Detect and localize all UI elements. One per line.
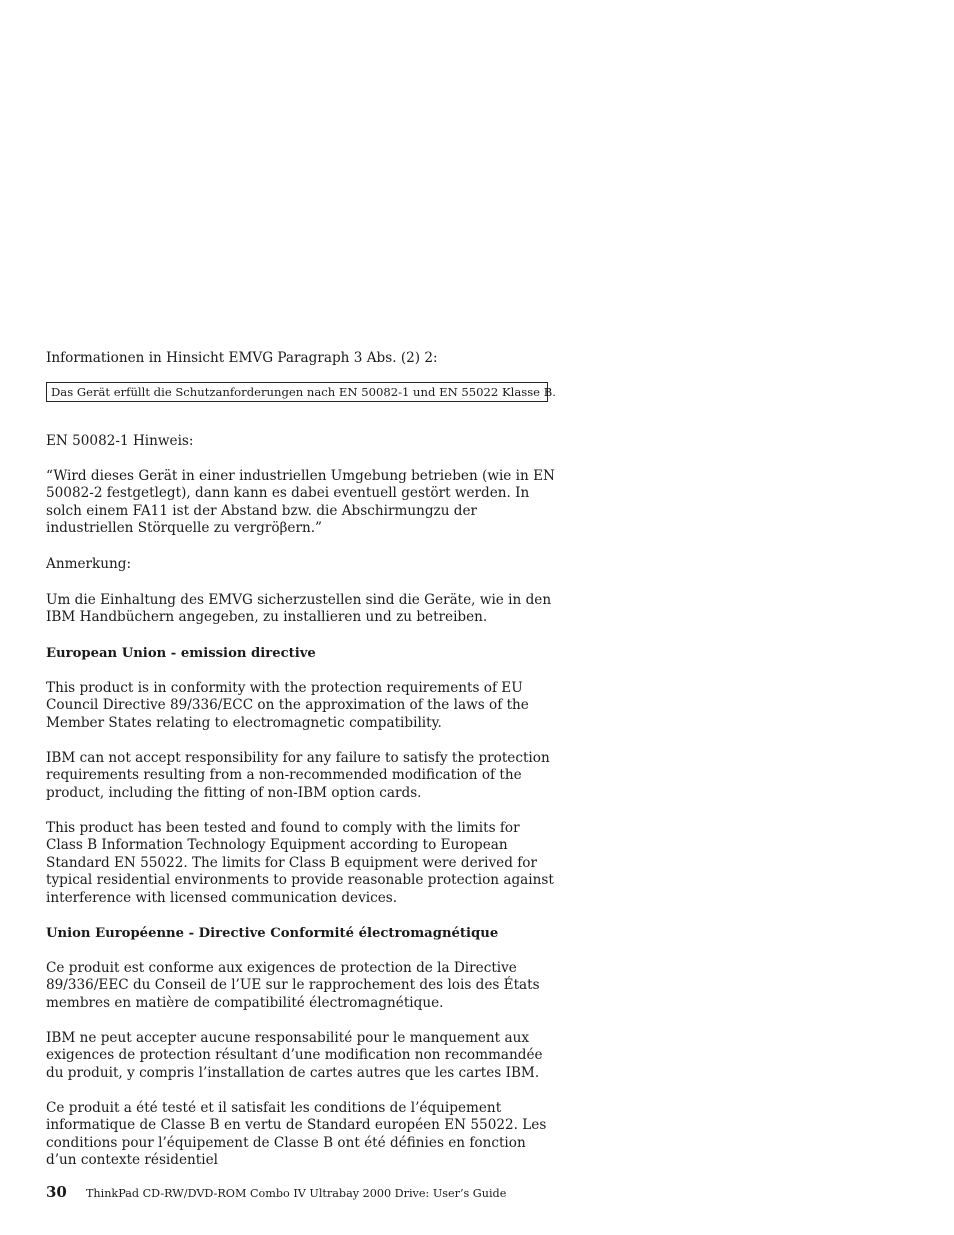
book-title: ThinkPad CD-RW/DVD-ROM Combo IV Ultrabay 2000 Drive: User’s Guide — [85, 1187, 507, 1200]
eu-paragraph-3: This product has been tested and found to comply with the limits for Class B Information Technology Equipment according to European Standard EN 55022. The limits for Class B equipment were derived for typical residential environments to provide reasonable protection against interference with licensed communication devices. — [46, 820, 554, 906]
fr-paragraph-1: Ce produit est conforme aux exigences de protection de la Directive 89/336/EEC du Conseil de l’UE sur le rapprochement des lois des États membres en matière de compatibilité électromagnétique. — [46, 960, 540, 1011]
fr-heading: Union Européenne - Directive Conformité électromagnétique — [46, 926, 499, 941]
emvg-intro: Informationen in Hinsicht EMVG Paragraph 3 Abs. (2) 2: — [46, 350, 438, 366]
en-hinweis-label: EN 50082-1 Hinweis: — [46, 433, 194, 449]
en-hinweis-quote: “Wird dieses Gerät in einer industriellen Umgebung betrieben (wie in EN 50082-2 festgetlegt), dann kann es dabei eventuell gestört werden. In solch einem FA11 ist der Abstand bzw. die Abschirmungzu der industriellen Störquelle zu vergröβern.” — [46, 468, 555, 537]
page-footer — [46, 1182, 506, 1201]
page-number: 30 — [46, 1183, 67, 1201]
boxed-statement: Das Gerät erfüllt die Schutzanforderungen nach EN 50082-1 und EN 55022 Klasse B. — [46, 382, 548, 402]
eu-paragraph-1: This product is in conformity with the protection requirements of EU Council Directive 89/336/ECC on the approximation of the laws of the Member States relating to electromagnetic compatibility. — [46, 680, 529, 731]
anmerkung-text: Um die Einhaltung des EMVG sicherzustellen sind die Geräte, wie in den IBM Handbüchern angegeben, zu installieren und zu betreiben. — [46, 592, 552, 626]
fr-paragraph-3: Ce produit a été testé et il satisfait les conditions de l’équipement informatique de Classe B en vertu de Standard européen EN 55022. Les conditions pour l’équipement de Classe B ont été définies en fonction d’un contexte résidentiel — [46, 1100, 547, 1169]
eu-paragraph-2: IBM can not accept responsibility for any failure to satisfy the protection requirements resulting from a non-recommended modification of the product, including the fitting of non-IBM option cards. — [46, 750, 550, 801]
fr-paragraph-2: IBM ne peut accepter aucune responsabilité pour le manquement aux exigences de protection résultant d’une modification non recommandée du produit, y compris l’installation de cartes autres que les cartes IBM. — [46, 1030, 543, 1081]
eu-heading: European Union - emission directive — [46, 646, 316, 661]
anmerkung-label: Anmerkung: — [46, 556, 132, 572]
